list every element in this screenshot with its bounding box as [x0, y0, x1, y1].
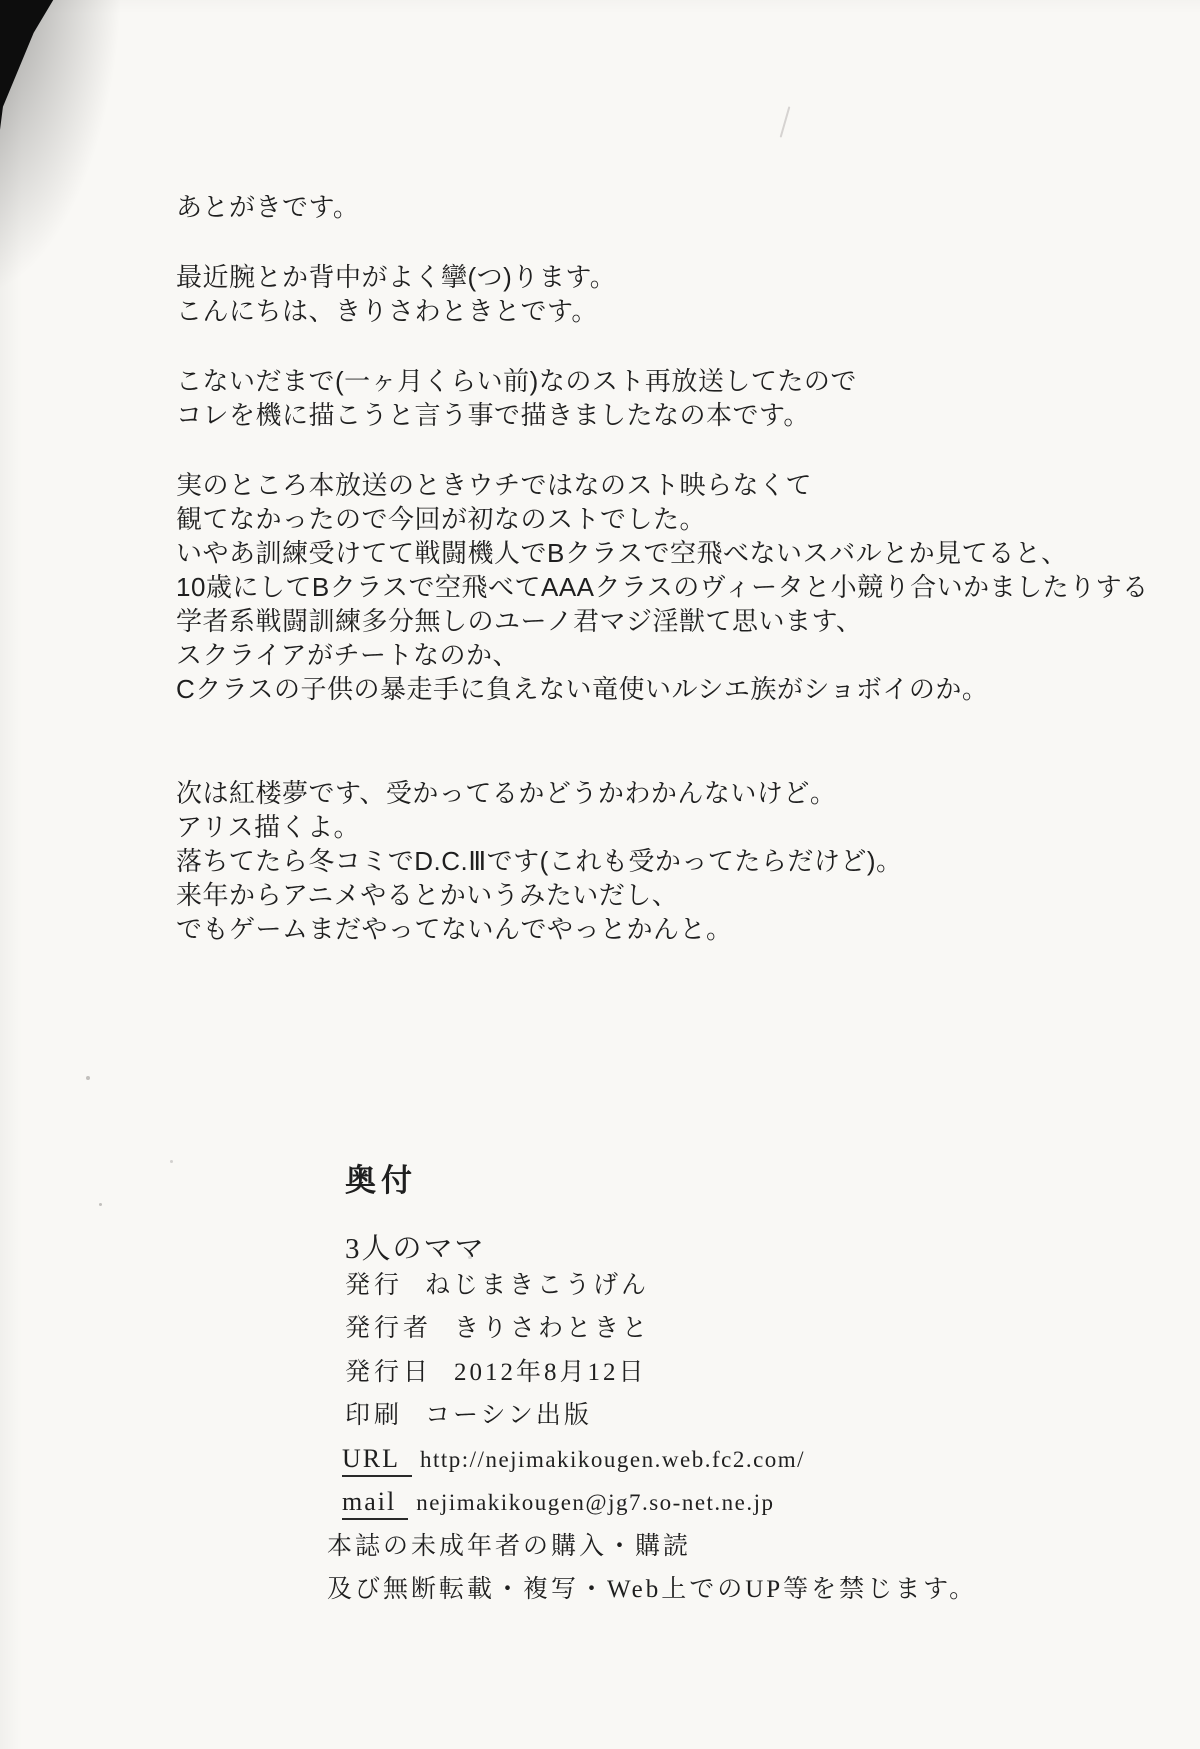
colophon-label: 発行: [345, 1272, 404, 1299]
afterword-line: 観てなかったので今回が初なのストでした。: [176, 504, 707, 534]
scan-artifact-speck: [99, 1203, 102, 1206]
afterword-line: でもゲームまだやってないんでやっとかんと。: [176, 914, 733, 944]
scan-artifact-speck: [86, 1076, 90, 1080]
afterword-paragraph: [176, 260, 1176, 328]
afterword-line: 次は紅楼夢です、受かってるかどうかわかんないけど。: [176, 778, 837, 808]
colophon-label-mail: mail: [342, 1487, 408, 1520]
afterword-paragraph: [176, 776, 1176, 946]
colophon-row-publisher-circle: [345, 1265, 649, 1301]
afterword-line: スクライアがチートなのか、: [176, 640, 519, 670]
afterword-line: こないだまで(一ヶ月くらい前)なのスト再放送してたので: [176, 366, 857, 396]
colophon-row-publish-date: [345, 1352, 647, 1388]
scan-artifact-scratch: [780, 106, 791, 137]
colophon-row-mail: [342, 1487, 775, 1517]
afterword-text-block: [176, 190, 1176, 946]
afterword-line: あとがきです。: [176, 192, 360, 222]
colophon-url-value: http://nejimakikougen.web.fc2.com/: [420, 1447, 806, 1472]
colophon-notice-line: 本誌の未成年者の購入・購読: [327, 1533, 692, 1560]
colophon-value: ねじまきこうげん: [425, 1272, 650, 1299]
colophon-heading: 奥付: [345, 1163, 417, 1198]
afterword-line: 学者系戦闘訓練多分無しのユーノ君マジ淫獣て思います、: [176, 606, 863, 636]
colophon-label: 発行者: [345, 1315, 433, 1342]
afterword-paragraph: [176, 190, 1176, 224]
afterword-paragraph: [176, 468, 1176, 706]
colophon-mail-value: nejimakikougen@jg7.so-net.ne.jp: [416, 1490, 775, 1515]
afterword-line: アリス描くよ。: [176, 812, 360, 842]
afterword-line: いやあ訓練受けてて戦闘機人でBクラスで空飛べないスバルとか見てると、: [176, 538, 1068, 568]
afterword-line: 10歳にしてBクラスで空飛べてAAAクラスのヴィータと小競り合いかましたりする: [176, 572, 1149, 602]
colophon-row-printer: [345, 1395, 592, 1431]
colophon-value: コーシン出版: [425, 1402, 592, 1429]
book-title: 3人のママ: [345, 1233, 486, 1265]
afterword-line: Cクラスの子供の暴走手に負えない竜使いルシエ族がショボイのか。: [176, 674, 989, 704]
afterword-paragraph: [176, 364, 1176, 432]
colophon-value: きりさわときと: [454, 1315, 651, 1342]
afterword-line: 実のところ本放送のときウチではなのスト映らなくて: [176, 470, 813, 500]
colophon-label: 印刷: [345, 1402, 404, 1429]
colophon-row-url: [342, 1444, 805, 1474]
colophon-notice-line: 及び無断転載・複写・Web上でのUP等を禁じます。: [327, 1576, 978, 1603]
afterword-line: 落ちてたら冬コミでD.C.Ⅲです(これも受かってたらだけど)。: [176, 846, 903, 876]
scan-artifact-speck: [170, 1160, 173, 1163]
afterword-line: 最近腕とか背中がよく攣(つ)ります。: [176, 262, 617, 292]
afterword-line: コレを機に描こうと言う事で描きましたなの本です。: [176, 400, 810, 430]
afterword-line: 来年からアニメやるとかいうみたいだし、: [176, 880, 679, 910]
afterword-line: こんにちは、きりさわときとです。: [176, 296, 598, 326]
colophon-value: 2012年8月12日: [454, 1359, 647, 1386]
scan-artifact-corner-shadow: [0, 0, 58, 177]
colophon-label: 発行日: [345, 1359, 433, 1386]
colophon-label-url: URL: [342, 1444, 412, 1477]
colophon-row-author: [345, 1308, 650, 1344]
